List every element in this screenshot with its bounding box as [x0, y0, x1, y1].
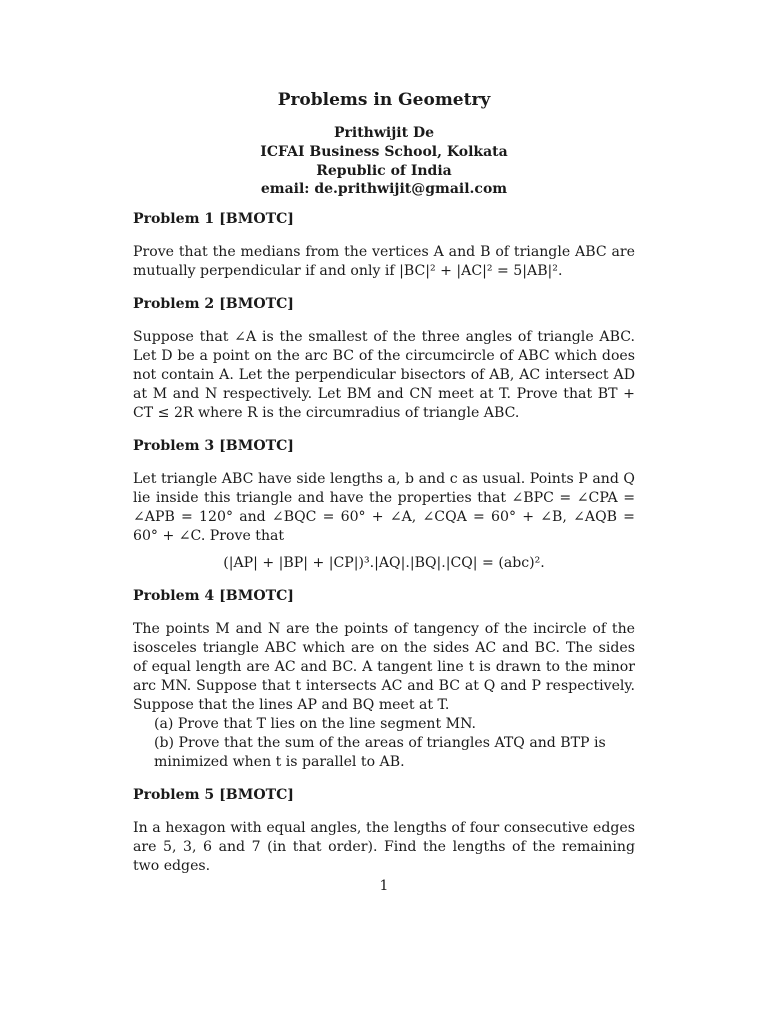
problem-3-heading: Problem 3 [BMOTC]: [133, 438, 294, 454]
problem-3-equation: (|AP| + |BP| + |CP|)³.|AQ|.|BQ|.|CQ| = (abc)².: [223, 555, 545, 571]
problem-4-part-b-line-2: minimized when t is parallel to AB.: [154, 754, 405, 770]
problem-1-text: Prove that the medians from the vertices A and B of triangle ABC are mutually perpendicular if and only if |BC|² + |AC|² = 5|AB|².: [133, 244, 635, 279]
problem-5-text: In a hexagon with equal angles, the lengths of four consecutive edges are 5, 3, 6 and 7 (in that order). Find the lengths of the remaining two edges.: [133, 820, 635, 874]
problem-2-text: Suppose that ∠A is the smallest of the three angles of triangle ABC. Let D be a point on the arc BC of the circumcircle of ABC which does not contain A. Let the perpendicular bisectors of AB, AC intersect AD at M and N respectively. Let BM and CN meet at T. Prove that BT + CT ≤ 2R where R is the circumradius of triangle ABC.: [133, 329, 635, 421]
problem-4-part-a: (a) Prove that T lies on the line segment MN.: [154, 716, 476, 732]
page-number: 1: [379, 878, 389, 894]
problem-5-heading: Problem 5 [BMOTC]: [133, 787, 294, 803]
problem-4-part-b-line-1: (b) Prove that the sum of the areas of triangles ATQ and BTP is: [154, 735, 606, 751]
author-name: Prithwijit De: [333, 125, 434, 141]
author-block: [0, 124, 768, 199]
problem-2-heading: Problem 2 [BMOTC]: [133, 296, 294, 312]
problem-3-text: Let triangle ABC have side lengths a, b and c as usual. Points P and Q lie inside this triangle and have the properties that ∠BPC = ∠CPA = ∠APB = 120° and ∠BQC = 60° + ∠A, ∠CQA = 60° + ∠B, ∠AQB = 60° + ∠C. Prove that: [133, 471, 635, 544]
problem-1-heading: Problem 1 [BMOTC]: [133, 211, 294, 227]
problem-4-text: The points M and N are the points of tangency of the incircle of the isosceles triangle ABC which are on the sides AC and BC. The sides of equal length are AC and BC. A tangent line t is drawn to the minor arc MN. Suppose that t intersects AC and BC at Q and P respectively. Suppose that the lines AP and BQ meet at T.: [133, 621, 635, 713]
author-email: email: de.prithwijit@gmail.com: [260, 181, 508, 198]
page-title: Problems in Geometry: [277, 90, 491, 110]
problems-list: [133, 210, 635, 890]
author-affiliation: ICFAI Business School, Kolkata: [260, 143, 508, 160]
author-country: Republic of India: [316, 162, 452, 179]
problem-4-heading: Problem 4 [BMOTC]: [133, 588, 294, 604]
